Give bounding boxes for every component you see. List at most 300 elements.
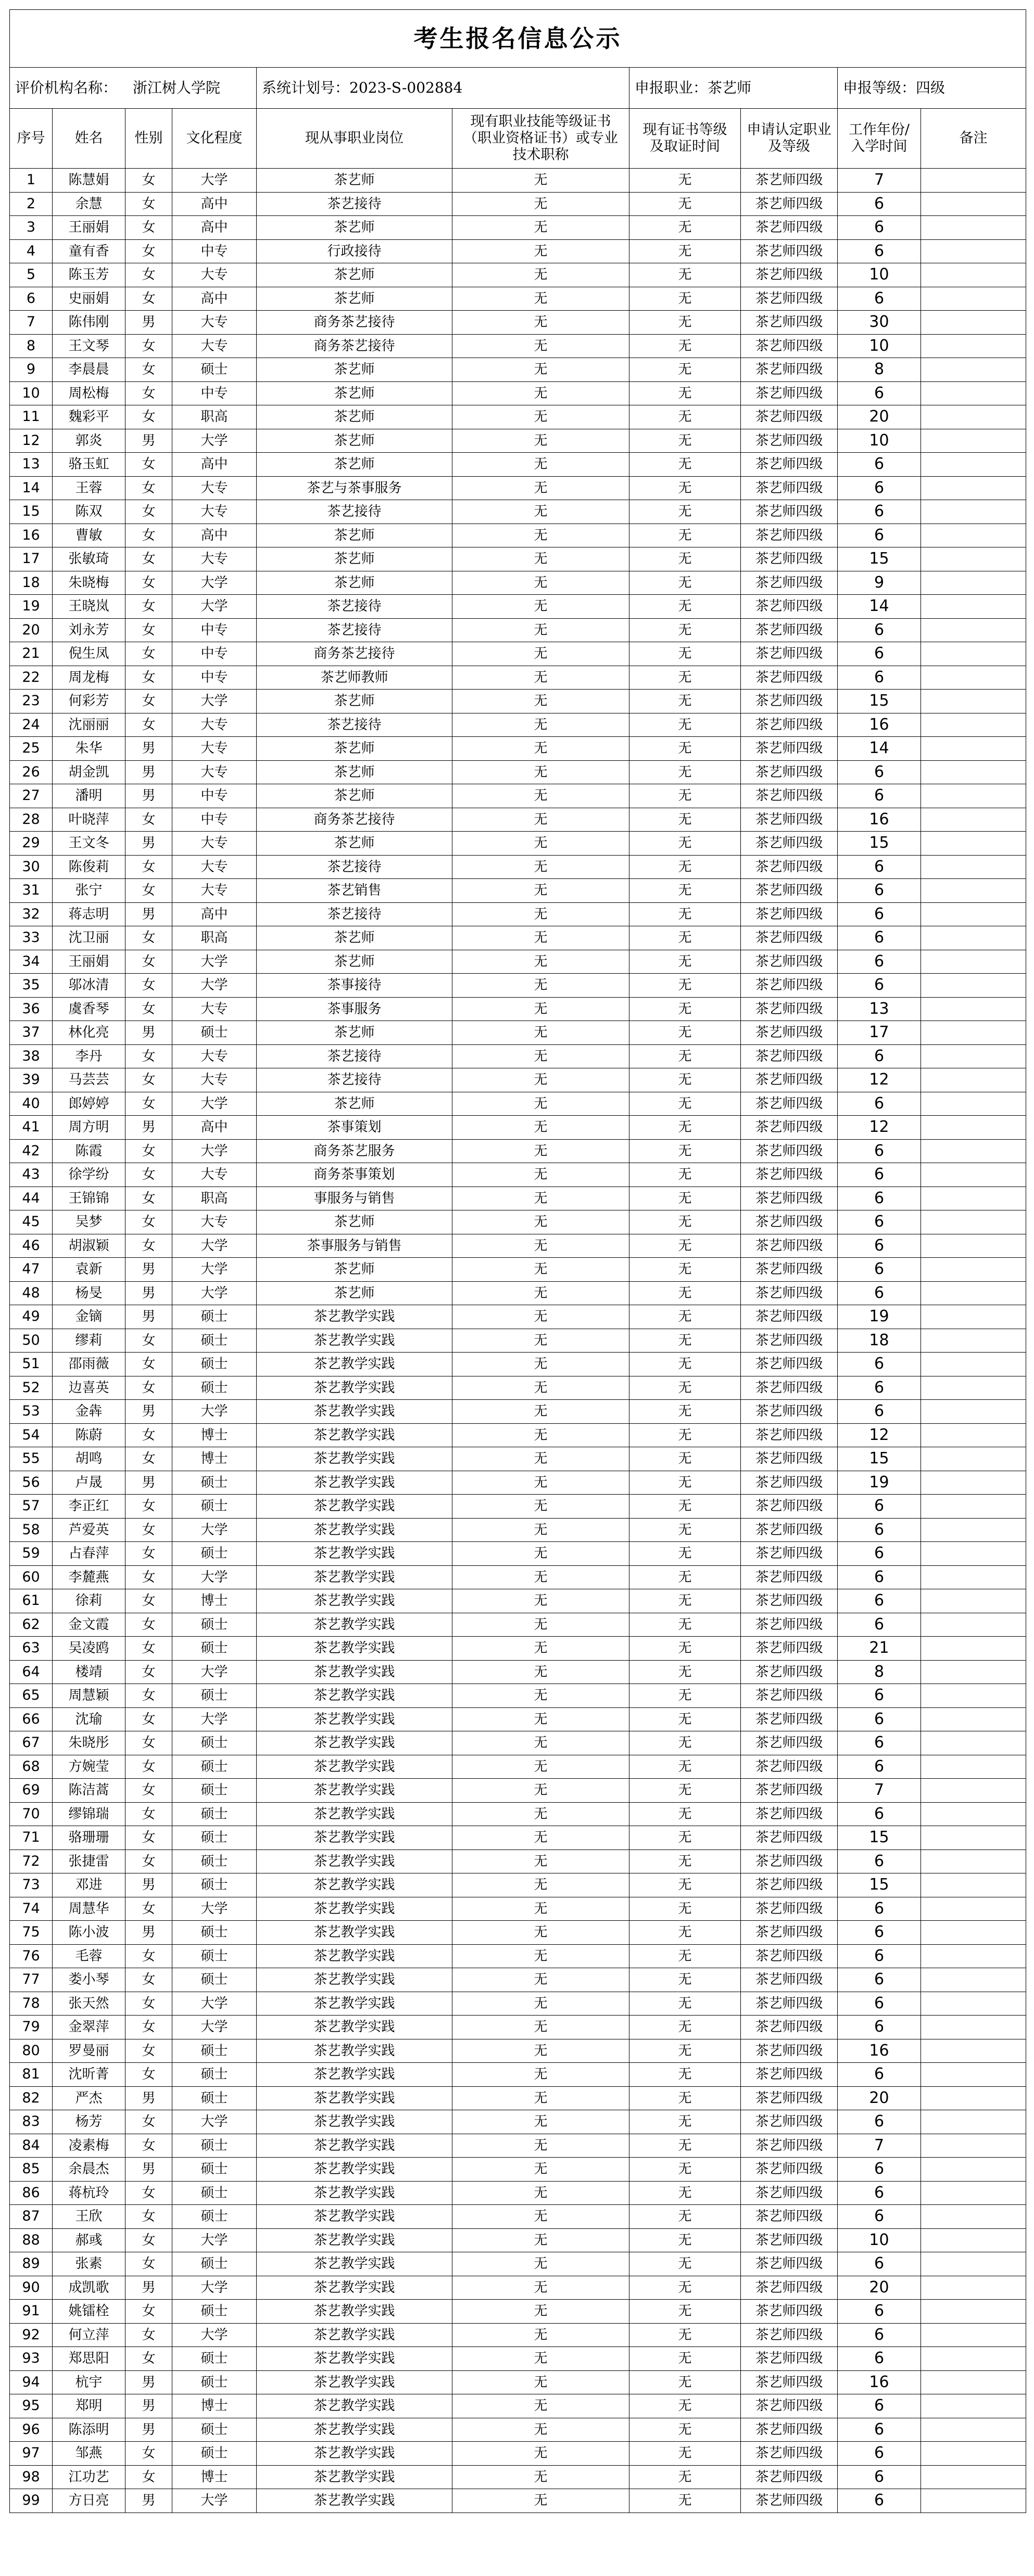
- table-row: [10, 1210, 1026, 1234]
- row-education: 博士: [172, 1447, 257, 1471]
- row-cert-level: 无: [629, 1826, 741, 1850]
- row-current-job: 茶艺教学实践: [257, 1873, 452, 1897]
- row-gender: 女: [125, 1068, 172, 1092]
- row-gender: 男: [125, 737, 172, 761]
- row-work-years: 6: [838, 1163, 921, 1187]
- row-certificate: 无: [452, 1589, 629, 1613]
- row-gender: 女: [125, 192, 172, 216]
- row-certificate: 无: [452, 618, 629, 642]
- row-work-years: 6: [838, 1376, 921, 1400]
- row-number: 97: [10, 2442, 53, 2466]
- table-row: [10, 2442, 1026, 2466]
- row-education: 大专: [172, 737, 257, 761]
- row-current-job: 茶艺教学实践: [257, 2016, 452, 2039]
- row-certificate: 无: [452, 855, 629, 879]
- row-certificate: 无: [452, 334, 629, 358]
- table-row: [10, 2370, 1026, 2394]
- row-number: 20: [10, 618, 53, 642]
- row-gender: 男: [125, 311, 172, 335]
- row-number: 22: [10, 666, 53, 690]
- row-current-job: 茶艺教学实践: [257, 1447, 452, 1471]
- row-name: 胡淑颖: [53, 1234, 125, 1258]
- row-apply-level: 茶艺师四级: [741, 1731, 838, 1755]
- row-education: 大学: [172, 2228, 257, 2252]
- row-cert-level: 无: [629, 642, 741, 666]
- row-apply-level: 茶艺师四级: [741, 453, 838, 477]
- row-note: [921, 1826, 1026, 1850]
- row-cert-level: 无: [629, 879, 741, 903]
- row-education: 高中: [172, 524, 257, 547]
- row-gender: 女: [125, 855, 172, 879]
- row-name: 沈丽丽: [53, 713, 125, 737]
- row-current-job: 茶艺教学实践: [257, 2276, 452, 2300]
- row-education: 大学: [172, 1660, 257, 1684]
- row-work-years: 6: [838, 500, 921, 524]
- row-education: 中专: [172, 381, 257, 405]
- table-row: [10, 2039, 1026, 2063]
- row-number: 17: [10, 547, 53, 571]
- row-note: [921, 1944, 1026, 1968]
- row-name: 曹敏: [53, 524, 125, 547]
- row-education: 高中: [172, 192, 257, 216]
- row-certificate: 无: [452, 1068, 629, 1092]
- row-gender: 女: [125, 358, 172, 382]
- row-number: 33: [10, 926, 53, 950]
- row-work-years: 14: [838, 595, 921, 619]
- occupation-label: 申报职业：: [635, 79, 708, 96]
- table-row: [10, 1329, 1026, 1353]
- row-number: 93: [10, 2347, 53, 2371]
- row-number: 38: [10, 1044, 53, 1068]
- row-number: 34: [10, 950, 53, 974]
- row-certificate: 无: [452, 239, 629, 263]
- row-apply-level: 茶艺师四级: [741, 1281, 838, 1305]
- row-number: 86: [10, 2181, 53, 2205]
- row-note: [921, 1707, 1026, 1731]
- row-note: [921, 666, 1026, 690]
- row-education: 硕士: [172, 1850, 257, 1873]
- row-certificate: 无: [452, 571, 629, 595]
- row-gender: 女: [125, 476, 172, 500]
- row-education: 大专: [172, 311, 257, 335]
- row-education: 大学: [172, 429, 257, 453]
- row-certificate: 无: [452, 1850, 629, 1873]
- row-note: [921, 2418, 1026, 2442]
- row-name: 王丽娟: [53, 950, 125, 974]
- row-cert-level: 无: [629, 2465, 741, 2489]
- row-gender: 女: [125, 2181, 172, 2205]
- row-number: 13: [10, 453, 53, 477]
- row-number: 57: [10, 1495, 53, 1519]
- row-work-years: 16: [838, 2370, 921, 2394]
- row-note: [921, 1755, 1026, 1779]
- row-gender: 女: [125, 1187, 172, 1210]
- row-work-years: 6: [838, 524, 921, 547]
- row-education: 博士: [172, 2394, 257, 2418]
- row-name: 何立萍: [53, 2323, 125, 2347]
- row-name: 罗曼丽: [53, 2039, 125, 2063]
- row-name: 魏彩平: [53, 405, 125, 429]
- level-cell: [838, 68, 1026, 109]
- row-note: [921, 2205, 1026, 2229]
- row-note: [921, 855, 1026, 879]
- table-row: [10, 476, 1026, 500]
- row-current-job: 茶艺教学实践: [257, 1329, 452, 1353]
- row-education: 硕士: [172, 1779, 257, 1803]
- row-apply-level: 茶艺师四级: [741, 381, 838, 405]
- row-cert-level: 无: [629, 1755, 741, 1779]
- row-name: 李晨晨: [53, 358, 125, 382]
- row-work-years: 6: [838, 1518, 921, 1542]
- row-apply-level: 茶艺师四级: [741, 2465, 838, 2489]
- row-current-job: 茶艺教学实践: [257, 1755, 452, 1779]
- row-number: 68: [10, 1755, 53, 1779]
- row-work-years: 16: [838, 713, 921, 737]
- row-education: 硕士: [172, 2181, 257, 2205]
- row-certificate: 无: [452, 832, 629, 856]
- row-education: 大学: [172, 571, 257, 595]
- row-current-job: 茶事接待: [257, 974, 452, 998]
- row-apply-level: 茶艺师四级: [741, 1613, 838, 1637]
- row-education: 大学: [172, 1092, 257, 1116]
- row-name: 缪莉: [53, 1329, 125, 1353]
- row-work-years: 6: [838, 239, 921, 263]
- row-gender: 女: [125, 287, 172, 311]
- row-number: 25: [10, 737, 53, 761]
- row-current-job: 茶艺接待: [257, 618, 452, 642]
- row-number: 77: [10, 1968, 53, 1992]
- row-work-years: 6: [838, 926, 921, 950]
- row-apply-level: 茶艺师四级: [741, 2205, 838, 2229]
- row-gender: 女: [125, 216, 172, 240]
- table-row: [10, 1779, 1026, 1803]
- row-gender: 女: [125, 1163, 172, 1187]
- row-certificate: 无: [452, 405, 629, 429]
- row-work-years: 6: [838, 1731, 921, 1755]
- row-cert-level: 无: [629, 2323, 741, 2347]
- row-name: 陈玉芳: [53, 263, 125, 287]
- row-gender: 女: [125, 666, 172, 690]
- row-gender: 女: [125, 1376, 172, 1400]
- table-row: [10, 2205, 1026, 2229]
- row-work-years: 8: [838, 1660, 921, 1684]
- row-work-years: 15: [838, 1447, 921, 1471]
- row-work-years: 6: [838, 2110, 921, 2134]
- row-number: 45: [10, 1210, 53, 1234]
- row-gender: 女: [125, 1755, 172, 1779]
- table-row: [10, 1044, 1026, 1068]
- row-cert-level: 无: [629, 1495, 741, 1519]
- row-number: 87: [10, 2205, 53, 2229]
- row-gender: 女: [125, 1944, 172, 1968]
- row-certificate: 无: [452, 2039, 629, 2063]
- row-certificate: 无: [452, 1518, 629, 1542]
- level-label: 申报等级：: [843, 79, 916, 96]
- row-certificate: 无: [452, 1613, 629, 1637]
- table-row: [10, 2276, 1026, 2300]
- row-current-job: 茶艺教学实践: [257, 1684, 452, 1708]
- row-certificate: 无: [452, 1637, 629, 1661]
- row-note: [921, 1613, 1026, 1637]
- row-cert-level: 无: [629, 2394, 741, 2418]
- row-cert-level: 无: [629, 1044, 741, 1068]
- row-note: [921, 1779, 1026, 1803]
- row-work-years: 30: [838, 311, 921, 335]
- row-cert-level: 无: [629, 1921, 741, 1945]
- row-name: 郑明: [53, 2394, 125, 2418]
- row-number: 15: [10, 500, 53, 524]
- row-name: 杨旻: [53, 1281, 125, 1305]
- row-work-years: 20: [838, 405, 921, 429]
- row-cert-level: 无: [629, 950, 741, 974]
- row-certificate: 无: [452, 1187, 629, 1210]
- row-current-job: 茶艺教学实践: [257, 1565, 452, 1589]
- table-row: [10, 926, 1026, 950]
- row-education: 中专: [172, 239, 257, 263]
- row-current-job: 茶艺教学实践: [257, 2205, 452, 2229]
- row-apply-level: 茶艺师四级: [741, 2252, 838, 2276]
- row-education: 硕士: [172, 2205, 257, 2229]
- row-gender: 女: [125, 1092, 172, 1116]
- row-note: [921, 618, 1026, 642]
- row-certificate: 无: [452, 381, 629, 405]
- row-apply-level: 茶艺师四级: [741, 2300, 838, 2324]
- row-current-job: 茶艺师: [257, 381, 452, 405]
- row-apply-level: 茶艺师四级: [741, 1044, 838, 1068]
- row-certificate: 无: [452, 2110, 629, 2134]
- row-current-job: 茶事服务: [257, 997, 452, 1021]
- row-apply-level: 茶艺师四级: [741, 618, 838, 642]
- row-certificate: 无: [452, 500, 629, 524]
- row-gender: 女: [125, 2347, 172, 2371]
- row-name: 凌素梅: [53, 2134, 125, 2158]
- row-name: 胡金凯: [53, 760, 125, 784]
- row-current-job: 茶艺教学实践: [257, 1968, 452, 1992]
- table-row: [10, 950, 1026, 974]
- row-apply-level: 茶艺师四级: [741, 571, 838, 595]
- row-name: 陈小波: [53, 1921, 125, 1945]
- row-note: [921, 1116, 1026, 1140]
- row-note: [921, 1139, 1026, 1163]
- row-work-years: 6: [838, 2347, 921, 2371]
- row-gender: 女: [125, 1826, 172, 1850]
- row-number: 53: [10, 1400, 53, 1424]
- row-current-job: 茶艺师: [257, 737, 452, 761]
- row-cert-level: 无: [629, 263, 741, 287]
- row-name: 朱华: [53, 737, 125, 761]
- row-note: [921, 1684, 1026, 1708]
- row-certificate: 无: [452, 2489, 629, 2513]
- candidate-table: [9, 9, 1026, 2513]
- row-cert-level: 无: [629, 429, 741, 453]
- row-education: 大学: [172, 1518, 257, 1542]
- row-number: 92: [10, 2323, 53, 2347]
- row-certificate: 无: [452, 2228, 629, 2252]
- row-cert-level: 无: [629, 1731, 741, 1755]
- row-certificate: 无: [452, 524, 629, 547]
- row-apply-level: 茶艺师四级: [741, 2110, 838, 2134]
- row-name: 郝彧: [53, 2228, 125, 2252]
- row-work-years: 6: [838, 1281, 921, 1305]
- row-work-years: 6: [838, 1589, 921, 1613]
- row-certificate: 无: [452, 1660, 629, 1684]
- row-current-job: 茶艺师: [257, 571, 452, 595]
- row-note: [921, 192, 1026, 216]
- row-number: 43: [10, 1163, 53, 1187]
- row-number: 56: [10, 1471, 53, 1495]
- row-number: 59: [10, 1542, 53, 1566]
- row-name: 吴梦: [53, 1210, 125, 1234]
- row-name: 童有香: [53, 239, 125, 263]
- row-current-job: 茶艺教学实践: [257, 1613, 452, 1637]
- row-gender: 女: [125, 2016, 172, 2039]
- row-education: 博士: [172, 2465, 257, 2489]
- row-cert-level: 无: [629, 1258, 741, 1282]
- row-number: 18: [10, 571, 53, 595]
- row-number: 61: [10, 1589, 53, 1613]
- row-education: 大专: [172, 713, 257, 737]
- row-name: 李麓燕: [53, 1565, 125, 1589]
- row-apply-level: 茶艺师四级: [741, 1329, 838, 1353]
- row-current-job: 茶艺教学实践: [257, 1495, 452, 1519]
- table-row: [10, 1731, 1026, 1755]
- row-name: 朱晓梅: [53, 571, 125, 595]
- row-apply-level: 茶艺师四级: [741, 713, 838, 737]
- row-education: 硕士: [172, 1376, 257, 1400]
- row-current-job: 茶艺教学实践: [257, 2086, 452, 2110]
- row-note: [921, 1589, 1026, 1613]
- row-gender: 男: [125, 2394, 172, 2418]
- row-education: 硕士: [172, 1471, 257, 1495]
- row-work-years: 6: [838, 1092, 921, 1116]
- row-current-job: 商务茶事策划: [257, 1163, 452, 1187]
- table-row: [10, 1897, 1026, 1921]
- row-number: 84: [10, 2134, 53, 2158]
- table-row: [10, 1921, 1026, 1945]
- row-number: 2: [10, 192, 53, 216]
- row-work-years: 7: [838, 1779, 921, 1803]
- row-current-job: 茶艺师: [257, 926, 452, 950]
- row-cert-level: 无: [629, 2086, 741, 2110]
- row-current-job: 茶艺教学实践: [257, 1731, 452, 1755]
- row-apply-level: 茶艺师四级: [741, 500, 838, 524]
- row-certificate: 无: [452, 1565, 629, 1589]
- row-certificate: 无: [452, 1400, 629, 1424]
- row-certificate: 无: [452, 2465, 629, 2489]
- row-name: 王丽娟: [53, 216, 125, 240]
- row-apply-level: 茶艺师四级: [741, 2134, 838, 2158]
- row-education: 硕士: [172, 1944, 257, 1968]
- row-note: [921, 169, 1026, 193]
- row-note: [921, 500, 1026, 524]
- row-apply-level: 茶艺师四级: [741, 311, 838, 335]
- row-current-job: 商务茶艺接待: [257, 642, 452, 666]
- row-work-years: 6: [838, 879, 921, 903]
- row-education: 硕士: [172, 1305, 257, 1329]
- row-work-years: 19: [838, 1471, 921, 1495]
- row-number: 26: [10, 760, 53, 784]
- row-number: 76: [10, 1944, 53, 1968]
- row-cert-level: 无: [629, 760, 741, 784]
- row-name: 郑思阳: [53, 2347, 125, 2371]
- table-row: [10, 1589, 1026, 1613]
- table-row: [10, 1542, 1026, 1566]
- header-row: [10, 109, 1026, 169]
- table-row: [10, 571, 1026, 595]
- row-number: 28: [10, 808, 53, 832]
- row-certificate: 无: [452, 902, 629, 926]
- row-name: 王欣: [53, 2205, 125, 2229]
- row-current-job: 商务茶艺接待: [257, 311, 452, 335]
- row-number: 29: [10, 832, 53, 856]
- table-row: [10, 618, 1026, 642]
- row-note: [921, 642, 1026, 666]
- row-current-job: 茶艺教学实践: [257, 2158, 452, 2182]
- row-gender: 男: [125, 760, 172, 784]
- row-cert-level: 无: [629, 287, 741, 311]
- row-work-years: 12: [838, 1116, 921, 1140]
- row-gender: 女: [125, 1731, 172, 1755]
- table-row: [10, 737, 1026, 761]
- row-education: 硕士: [172, 1542, 257, 1566]
- row-current-job: 茶艺接待: [257, 1068, 452, 1092]
- row-education: 职高: [172, 405, 257, 429]
- row-name: 王文琴: [53, 334, 125, 358]
- row-name: 马芸芸: [53, 1068, 125, 1092]
- row-apply-level: 茶艺师四级: [741, 1068, 838, 1092]
- row-work-years: 6: [838, 2205, 921, 2229]
- row-apply-level: 茶艺师四级: [741, 1802, 838, 1826]
- row-education: 大学: [172, 595, 257, 619]
- row-work-years: 6: [838, 2394, 921, 2418]
- row-cert-level: 无: [629, 1684, 741, 1708]
- row-name: 陈慧娟: [53, 169, 125, 193]
- table-row: [10, 334, 1026, 358]
- row-note: [921, 2347, 1026, 2371]
- row-note: [921, 547, 1026, 571]
- table-row: [10, 2252, 1026, 2276]
- row-work-years: 6: [838, 2465, 921, 2489]
- row-cert-level: 无: [629, 1897, 741, 1921]
- row-work-years: 6: [838, 1258, 921, 1282]
- row-note: [921, 1281, 1026, 1305]
- row-current-job: 茶艺接待: [257, 713, 452, 737]
- table-row: [10, 405, 1026, 429]
- table-row: [10, 2300, 1026, 2324]
- row-apply-level: 茶艺师四级: [741, 808, 838, 832]
- row-cert-level: 无: [629, 1139, 741, 1163]
- row-name: 叶晓萍: [53, 808, 125, 832]
- row-work-years: 21: [838, 1637, 921, 1661]
- row-cert-level: 无: [629, 855, 741, 879]
- row-current-job: 茶艺教学实践: [257, 1802, 452, 1826]
- row-name: 周慧华: [53, 1897, 125, 1921]
- row-work-years: 6: [838, 760, 921, 784]
- row-education: 中专: [172, 618, 257, 642]
- row-gender: 男: [125, 1258, 172, 1282]
- row-name: 李丹: [53, 1044, 125, 1068]
- table-row: [10, 2465, 1026, 2489]
- table-row: [10, 1518, 1026, 1542]
- row-name: 方婉莹: [53, 1755, 125, 1779]
- row-work-years: 6: [838, 192, 921, 216]
- row-name: 郎婷婷: [53, 1092, 125, 1116]
- row-apply-level: 茶艺师四级: [741, 1376, 838, 1400]
- row-certificate: 无: [452, 2323, 629, 2347]
- row-work-years: 9: [838, 571, 921, 595]
- row-cert-level: 无: [629, 1802, 741, 1826]
- row-education: 大学: [172, 1897, 257, 1921]
